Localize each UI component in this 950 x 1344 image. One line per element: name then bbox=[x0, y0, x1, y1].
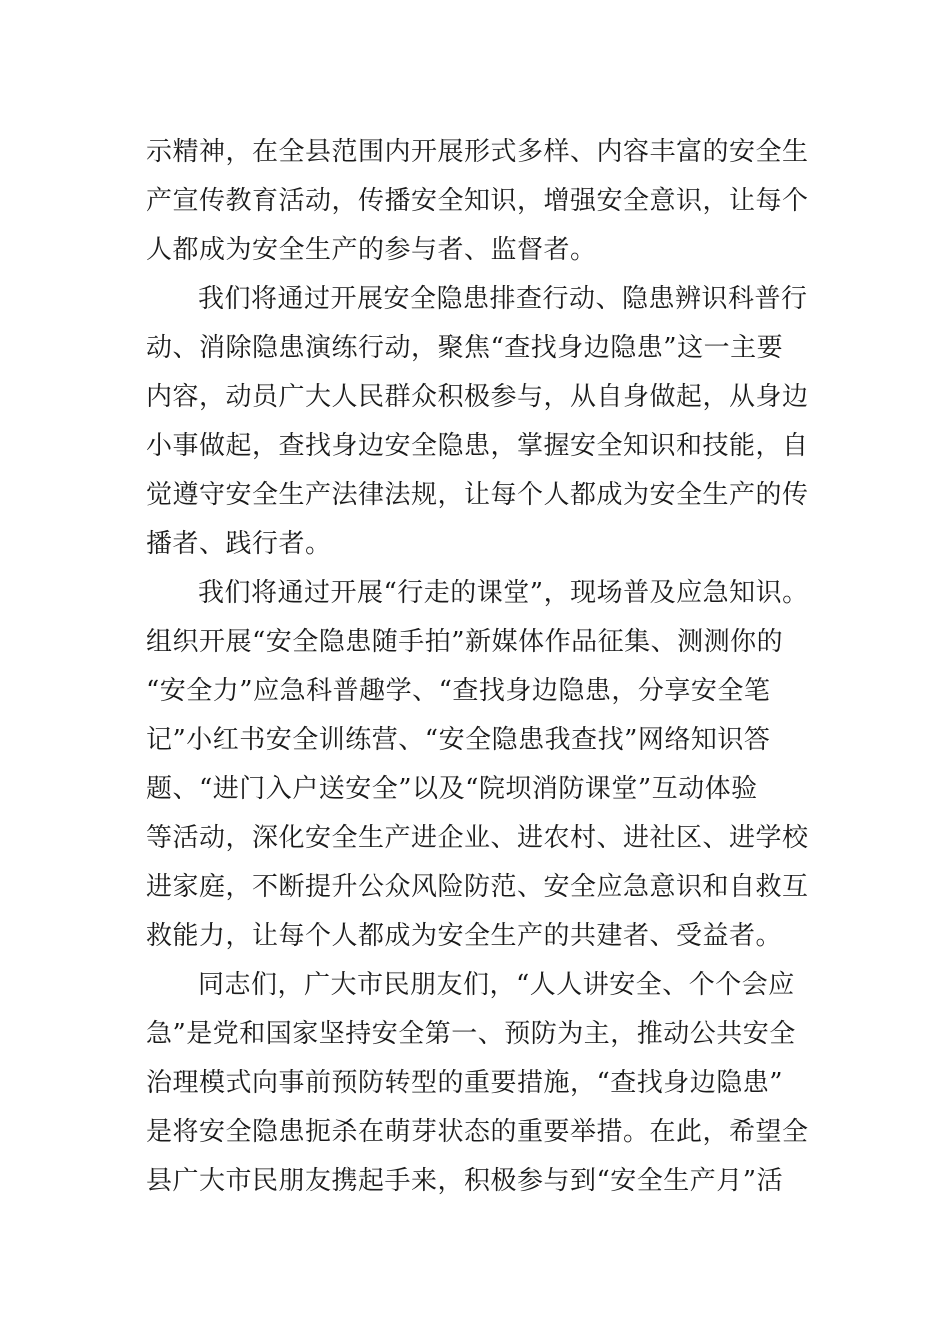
text-line-12: “安全力”应急科普趣学、“查找身边隐患，分享安全笔 bbox=[146, 676, 771, 706]
text-line-3: 人都成为安全生产的参与者、监督者。 bbox=[146, 235, 597, 265]
text-line-1: 示精神，在全县范围内开展形式多样、内容丰富的安全生 bbox=[146, 137, 809, 167]
text-line-4: 我们将通过开展安全隐患排查行动、隐患辨识科普行 bbox=[198, 284, 808, 314]
text-line-21: 是将安全隐患扼杀在萌芽状态的重要举措。在此，希望全 bbox=[146, 1117, 809, 1147]
text-line-13: 记”小红书安全训练营、“安全隐患我查找”网络知识答 bbox=[146, 725, 771, 755]
text-line-11: 组织开展“安全隐患随手拍”新媒体作品征集、测测你的 bbox=[146, 627, 784, 657]
text-line-10: 我们将通过开展“行走的课堂”，现场普及应急知识。 bbox=[198, 578, 809, 608]
text-line-7: 小事做起，查找身边安全隐患，掌握安全知识和技能，自 bbox=[146, 431, 809, 461]
text-line-22: 县广大市民朋友携起手来，积极参与到“安全生产月”活 bbox=[146, 1166, 784, 1196]
text-line-18: 同志们，广大市民朋友们，“人人讲安全、个个会应 bbox=[198, 970, 795, 1000]
text-line-9: 播者、践行者。 bbox=[146, 529, 332, 559]
text-line-19: 急”是党和国家坚持安全第一、预防为主，推动公共安全 bbox=[146, 1019, 796, 1049]
text-line-17: 救能力，让每个人都成为安全生产的共建者、受益者。 bbox=[146, 921, 783, 951]
text-line-14: 题、“进门入户送安全”以及“院坝消防课堂”互动体验 bbox=[146, 774, 758, 804]
text-line-20: 治理模式向事前预防转型的重要措施，“查找身边隐患” bbox=[146, 1068, 784, 1098]
text-line-6: 内容，动员广大人民群众积极参与，从自身做起，从身边 bbox=[146, 382, 809, 412]
text-line-8: 觉遵守安全生产法律法规，让每个人都成为安全生产的传 bbox=[146, 480, 809, 510]
text-line-16: 进家庭，不断提升公众风险防范、安全应急意识和自救互 bbox=[146, 872, 809, 902]
text-line-2: 产宣传教育活动，传播安全知识，增强安全意识，让每个 bbox=[146, 186, 809, 216]
text-line-5: 动、消除隐患演练行动，聚焦“查找身边隐患”这一主要 bbox=[146, 333, 784, 363]
text-line-15: 等活动，深化安全生产进企业、进农村、进社区、进学校 bbox=[146, 823, 809, 853]
